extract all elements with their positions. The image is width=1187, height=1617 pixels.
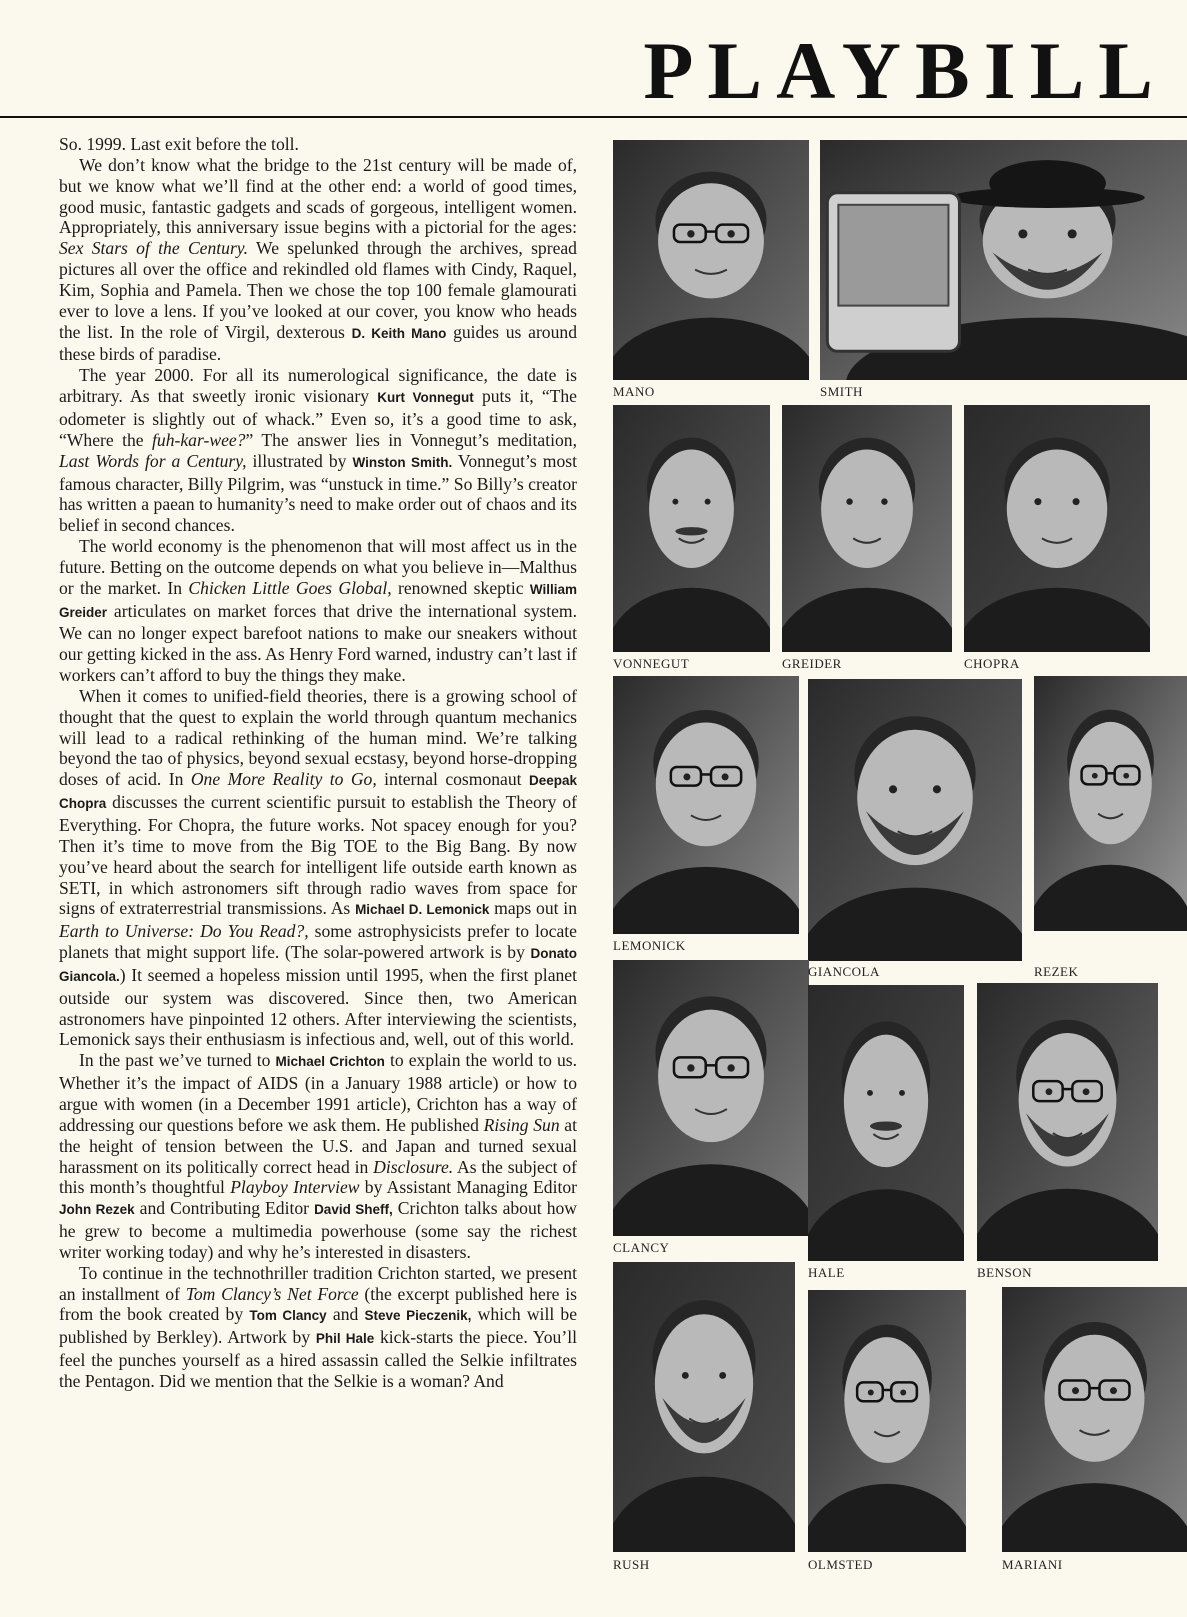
- body-text: puts it, “The odometer is slightly out of whack.” Even so, it’s a good time to ask, “Where the: [59, 386, 577, 450]
- article-paragraph: [59, 155, 577, 365]
- contributor-name: William Greider: [59, 581, 577, 620]
- body-text: When it comes to unified-field theories, there is a growing school of thought that the quest to explain the world through quantum mechanics will lead to a radical rethinking of the human mind. We’re talking beyond the tao of physics, beyond sexual ecstasy, beyond horse-dropping doses of acid. In: [59, 685, 577, 790]
- photo-mariani: [1002, 1287, 1187, 1552]
- contributor-name: Steve Pieczenik,: [364, 1308, 472, 1324]
- photo-olmsted: [808, 1290, 966, 1552]
- body-text: In the past we’ve turned to: [79, 1050, 276, 1071]
- caption-chopra: CHOPRA: [964, 656, 1020, 671]
- contributor-name: Michael D. Lemonick: [355, 902, 490, 918]
- body-text: to explain the world to us. Whether it’s the impact of AIDS (in a January 1988 article) or how to argue with women (in a December 1991 article), Crichton has a way of addressing our questions before we ask them. He published: [59, 1050, 578, 1135]
- portrait-image: [613, 1262, 795, 1552]
- article-paragraph: [59, 686, 577, 1050]
- photo-smith: [820, 140, 1187, 380]
- contributor-name: Kurt Vonnegut: [377, 390, 474, 406]
- title-text: Chicken Little Goes Global,: [188, 577, 392, 598]
- body-text: kick-starts the piece. You’ll feel the punches yourself as a hired assassin called the Selkie infiltrates the Pentagon. Did we mention that the Selkie is a woman? And: [59, 1327, 577, 1391]
- photo-rezek: [1034, 676, 1187, 931]
- body-text: The world economy is the phenomenon that will most affect us in the future. Betting on the outcome depends on what you believe in—Malthus or the market. In: [59, 536, 577, 598]
- body-text: at the height of tension between the U.S. and Japan and turned sexual harassment on its politically correct head in: [59, 1114, 577, 1177]
- body-text: and: [326, 1304, 365, 1325]
- title-text: Rising Sun: [483, 1114, 560, 1135]
- body-text: some astrophysicists prefer to locate planets that might support life. (The solar-powered artwork is by: [59, 921, 577, 963]
- body-text: Crichton talks about how he grew to become a multimedia powerhouse (some say the richest writer working today) and why he’s interested in disasters.: [59, 1198, 577, 1262]
- article-paragraph: [59, 536, 577, 686]
- body-text: ” The answer lies in Vonnegut’s meditation,: [245, 429, 577, 450]
- body-text: articulates on market forces that drive the international system. We can no longer expect barefoot nations to make our sneakers without our getting kicked in the ass. As Henry Ford warned, industry can’t last if workers can’t afford to buy the things they make.: [59, 600, 577, 686]
- photo-mano: [613, 140, 809, 380]
- television-icon: [827, 193, 959, 351]
- contributor-name: Winston Smith.: [352, 454, 453, 470]
- body-text: As the subject of this month’s thoughtful: [59, 1156, 577, 1198]
- body-text: discusses the current scientific pursuit to establish the Theory of Everything. For Chopra, the future works. Not spacey enough for you? Then it’s time to move from the Big TOE to the Big Bang. By now you’ve heard about the search for intelligent life outside earth known as SETI, in which astronomers sift through radio waves from space for signs of extraterrestrial transmissions. As: [59, 792, 577, 919]
- title-text: Last Words for a Century,: [59, 450, 247, 471]
- title-text: One More Reality to Go,: [190, 769, 377, 790]
- photo-greider: [782, 405, 952, 652]
- photo-giancola: [808, 679, 1022, 961]
- caption-rush: RUSH: [613, 1557, 650, 1572]
- title-text: Earth to Universe: Do You Read?,: [59, 921, 309, 942]
- portrait-image: [977, 983, 1158, 1261]
- article-paragraph: [59, 1263, 577, 1392]
- title-text: Disclosure.: [373, 1156, 454, 1177]
- portrait-image: [782, 405, 952, 652]
- portrait-image: [964, 405, 1150, 652]
- header-rule: [0, 116, 1187, 118]
- contributor-name: Deepak Chopra: [59, 773, 578, 812]
- caption-benson: BENSON: [977, 1265, 1033, 1280]
- photo-benson: [977, 983, 1158, 1261]
- caption-hale: HALE: [808, 1265, 845, 1280]
- portrait-image: [808, 985, 964, 1261]
- body-text: So. 1999. Last exit before the toll.: [59, 134, 299, 154]
- caption-giancola: GIANCOLA: [808, 964, 880, 979]
- masthead-title: PLAYBILL: [643, 25, 1167, 116]
- portrait-image: [613, 140, 809, 380]
- body-text: and Contributing Editor: [134, 1198, 315, 1219]
- title-text: Playboy Interview: [230, 1177, 360, 1198]
- contributor-name: David Sheff,: [314, 1202, 393, 1218]
- article-paragraph: [59, 365, 577, 536]
- caption-smith: SMITH: [820, 384, 863, 399]
- title-text: Tom Clancy’s Net Force: [185, 1283, 359, 1304]
- portrait-image: [613, 676, 799, 934]
- contributor-name: Tom Clancy: [249, 1308, 327, 1324]
- portrait-image: [613, 960, 809, 1236]
- photo-clancy: [613, 960, 809, 1236]
- body-text: To continue in the technothriller tradition Crichton started, we present an installment of: [59, 1262, 577, 1304]
- body-text: Vonnegut’s most famous character, Billy Pilgrim, was “unstuck in time.” So Billy’s creator has written a paean to humanity’s need to make order out of chaos and its belief in second chances.: [59, 450, 577, 536]
- article-paragraph: [59, 134, 577, 155]
- caption-mano: MANO: [613, 384, 655, 399]
- portrait-image: [1034, 676, 1187, 931]
- title-text: fuh-kar-wee?: [152, 429, 246, 450]
- portrait-image: [613, 405, 770, 652]
- body-text: by Assistant Managing Editor: [359, 1177, 577, 1198]
- body-text: We spelunked through the archives, spread pictures all over the office and rekindled old flames with Cindy, Raquel, Kim, Sophia and Pamela. Then we chose the top 100 female glamourati ever to love a lens. If you’ve looked at our cover, you know who heads the list. In the role of Virgil, dexterous: [59, 238, 577, 342]
- photo-hale: [808, 985, 964, 1261]
- photo-rush: [613, 1262, 795, 1552]
- photo-chopra: [964, 405, 1150, 652]
- caption-greider: GREIDER: [782, 656, 842, 671]
- photo-lemonick: [613, 676, 799, 934]
- contributor-name: Phil Hale: [315, 1331, 375, 1347]
- body-text: renowned skeptic: [391, 577, 530, 598]
- title-text: Sex Stars of the Century.: [59, 238, 249, 259]
- portrait-image: [1002, 1287, 1187, 1552]
- caption-mariani: MARIANI: [1002, 1557, 1063, 1572]
- caption-vonnegut: VONNEGUT: [613, 656, 690, 671]
- caption-lemonick: LEMONICK: [613, 938, 686, 953]
- contributor-name: John Rezek: [59, 1202, 135, 1218]
- article-column: [59, 134, 577, 1392]
- body-text: ) It seemed a hopeless mission until 1995, when the first planet outside our system was discovered. Since then, two American astronomers have pinpointed 12 others. After interviewing the scientists, Lemonick says their enthusiasm is infectious and, well, out of this world.: [59, 964, 577, 1050]
- article-paragraph: [59, 1050, 577, 1262]
- portrait-image: [808, 679, 1022, 961]
- portrait-image: [808, 1290, 966, 1552]
- contributor-name: D. Keith Mano: [351, 325, 447, 341]
- body-text: which will be published by Berkley). Artwork by: [59, 1304, 578, 1348]
- body-text: maps out in: [489, 898, 577, 919]
- portrait-image: [820, 140, 1187, 380]
- body-text: The year 2000. For all its numerological significance, the date is arbitrary. As that sweetly ironic visionary: [59, 365, 577, 407]
- caption-rezek: REZEK: [1034, 964, 1079, 979]
- body-text: (the excerpt published here is from the book created by: [59, 1283, 577, 1325]
- caption-clancy: CLANCY: [613, 1240, 670, 1255]
- contributor-name: Michael Crichton: [275, 1054, 385, 1070]
- photo-vonnegut: [613, 405, 770, 652]
- body-text: illustrated by: [246, 450, 353, 471]
- body-text: We don’t know what the bridge to the 21st century will be made of, but we know what we’ll find at the other end: a world of good times, good music, fantastic gadgets and scads of gorgeous, intelligent women. Appropriately, this anniversary issue begins with a pictorial for the ages:: [59, 154, 577, 238]
- body-text: internal cosmonaut: [376, 769, 529, 790]
- contributor-name: Donato Giancola.: [59, 946, 577, 984]
- caption-olmsted: OLMSTED: [808, 1557, 873, 1572]
- body-text: guides us around these birds of paradise.: [59, 321, 577, 365]
